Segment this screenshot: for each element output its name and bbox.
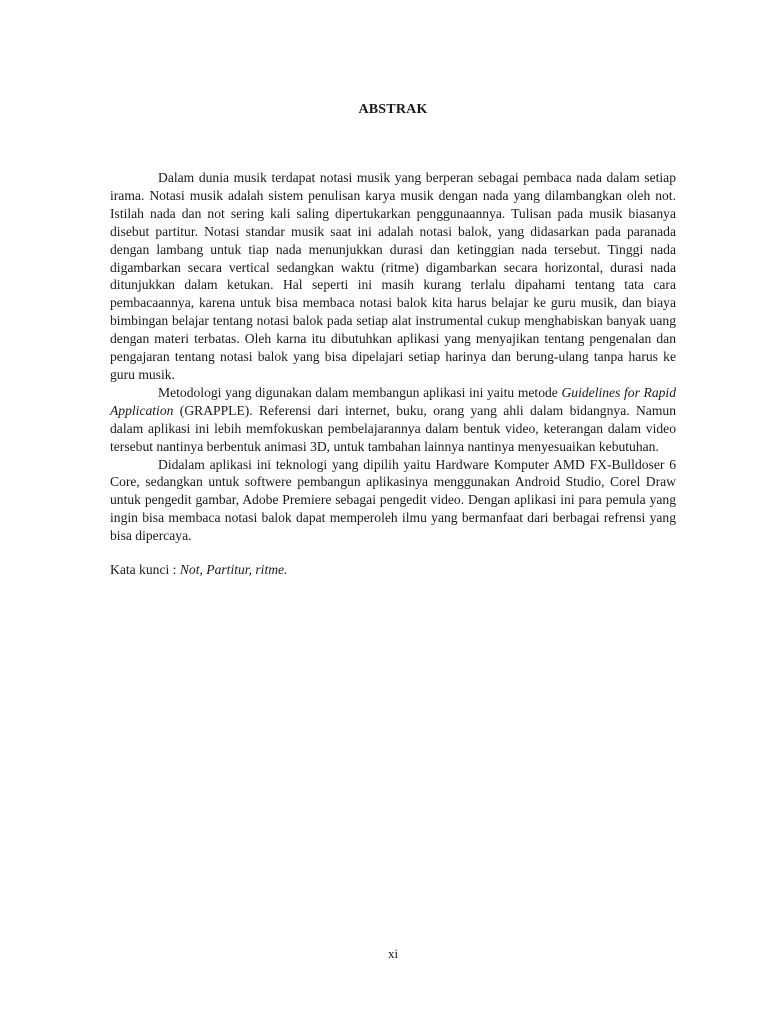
paragraph-3: Didalam aplikasi ini teknologi yang dipilih yaitu Hardware Komputer AMD FX-Bulldoser 6 Core, sedangkan untuk softwere pembangun aplikasinya menggunakan Android Studio, Corel Draw untuk pengedit gambar, Adobe Premiere sebagai pengedit video. Dengan aplikasi ini para pemula yang ingin bisa membaca notasi balok dapat memperoleh ilmu yang bermanfaat dari berbagai refrensi yang bisa dipercaya. xyxy=(110,456,676,544)
paragraph-2 xyxy=(110,384,676,456)
keywords-value: Not, Partitur, ritme. xyxy=(179,562,288,578)
abstract-body xyxy=(110,169,676,579)
paragraph-2-text-start: Metodologi yang digunakan dalam membangun aplikasi ini yaitu metode xyxy=(158,384,562,400)
paragraph-2-text-end: (GRAPPLE). Referensi dari internet, buku, orang yang ahli dalam bidangnya. Namun dalam aplikasi ini lebih memfokuskan pembelajarannya dalam bentuk video, keterangan dalam video tersebut nantinya berbentuk animasi 3D, untuk tambahan lainnya nantinya menyesuaikan kebutuhan. xyxy=(110,402,676,454)
keywords-line xyxy=(110,561,676,579)
paragraph-2-italic-term: Guidelines for Rapid Application xyxy=(110,384,676,418)
keywords-label: Kata kunci : xyxy=(110,562,180,578)
page-number: xi xyxy=(387,946,399,961)
abstract-title: ABSTRAK xyxy=(358,102,428,117)
paragraph-1: Dalam dunia musik terdapat notasi musik yang berperan sebagai pembaca nada dalam setiap irama. Notasi musik adalah sistem penulisan karya musik dengan nada yang dilambangkan oleh not. Istilah nada dan not sering kali saling dipertukarkan penggunaannya. Tulisan pada musik biasanya disebut partitur. Notasi standar musik saat ini adalah notasi balok, yang didasarkan pada paranada dengan lambang untuk tiap nada menunjukkan durasi dan ketinggian nada tersebut. Tinggi nada digambarkan secara vertical sedangkan waktu (ritme) digambarkan secara horizontal, durasi nada ditunjukkan dalam ketukan. Hal seperti ini masih kurang terlalu dipahami tentang tata cara pembacaannya, karena untuk bisa membaca notasi balok kita harus belajar ke guru musik, dan biaya bimbingan belajar tentang notasi balok pada setiap alat instrumental cukup menghabiskan banyak uang dengan materi terbatas. Oleh karna itu dibutuhkan aplikasi yang menyajikan tentang pengenalan dan pengajaran tentang notasi balok yang bisa dipelajari setiap harinya dan berung-ulang tanpa harus ke guru musik. xyxy=(110,170,676,382)
